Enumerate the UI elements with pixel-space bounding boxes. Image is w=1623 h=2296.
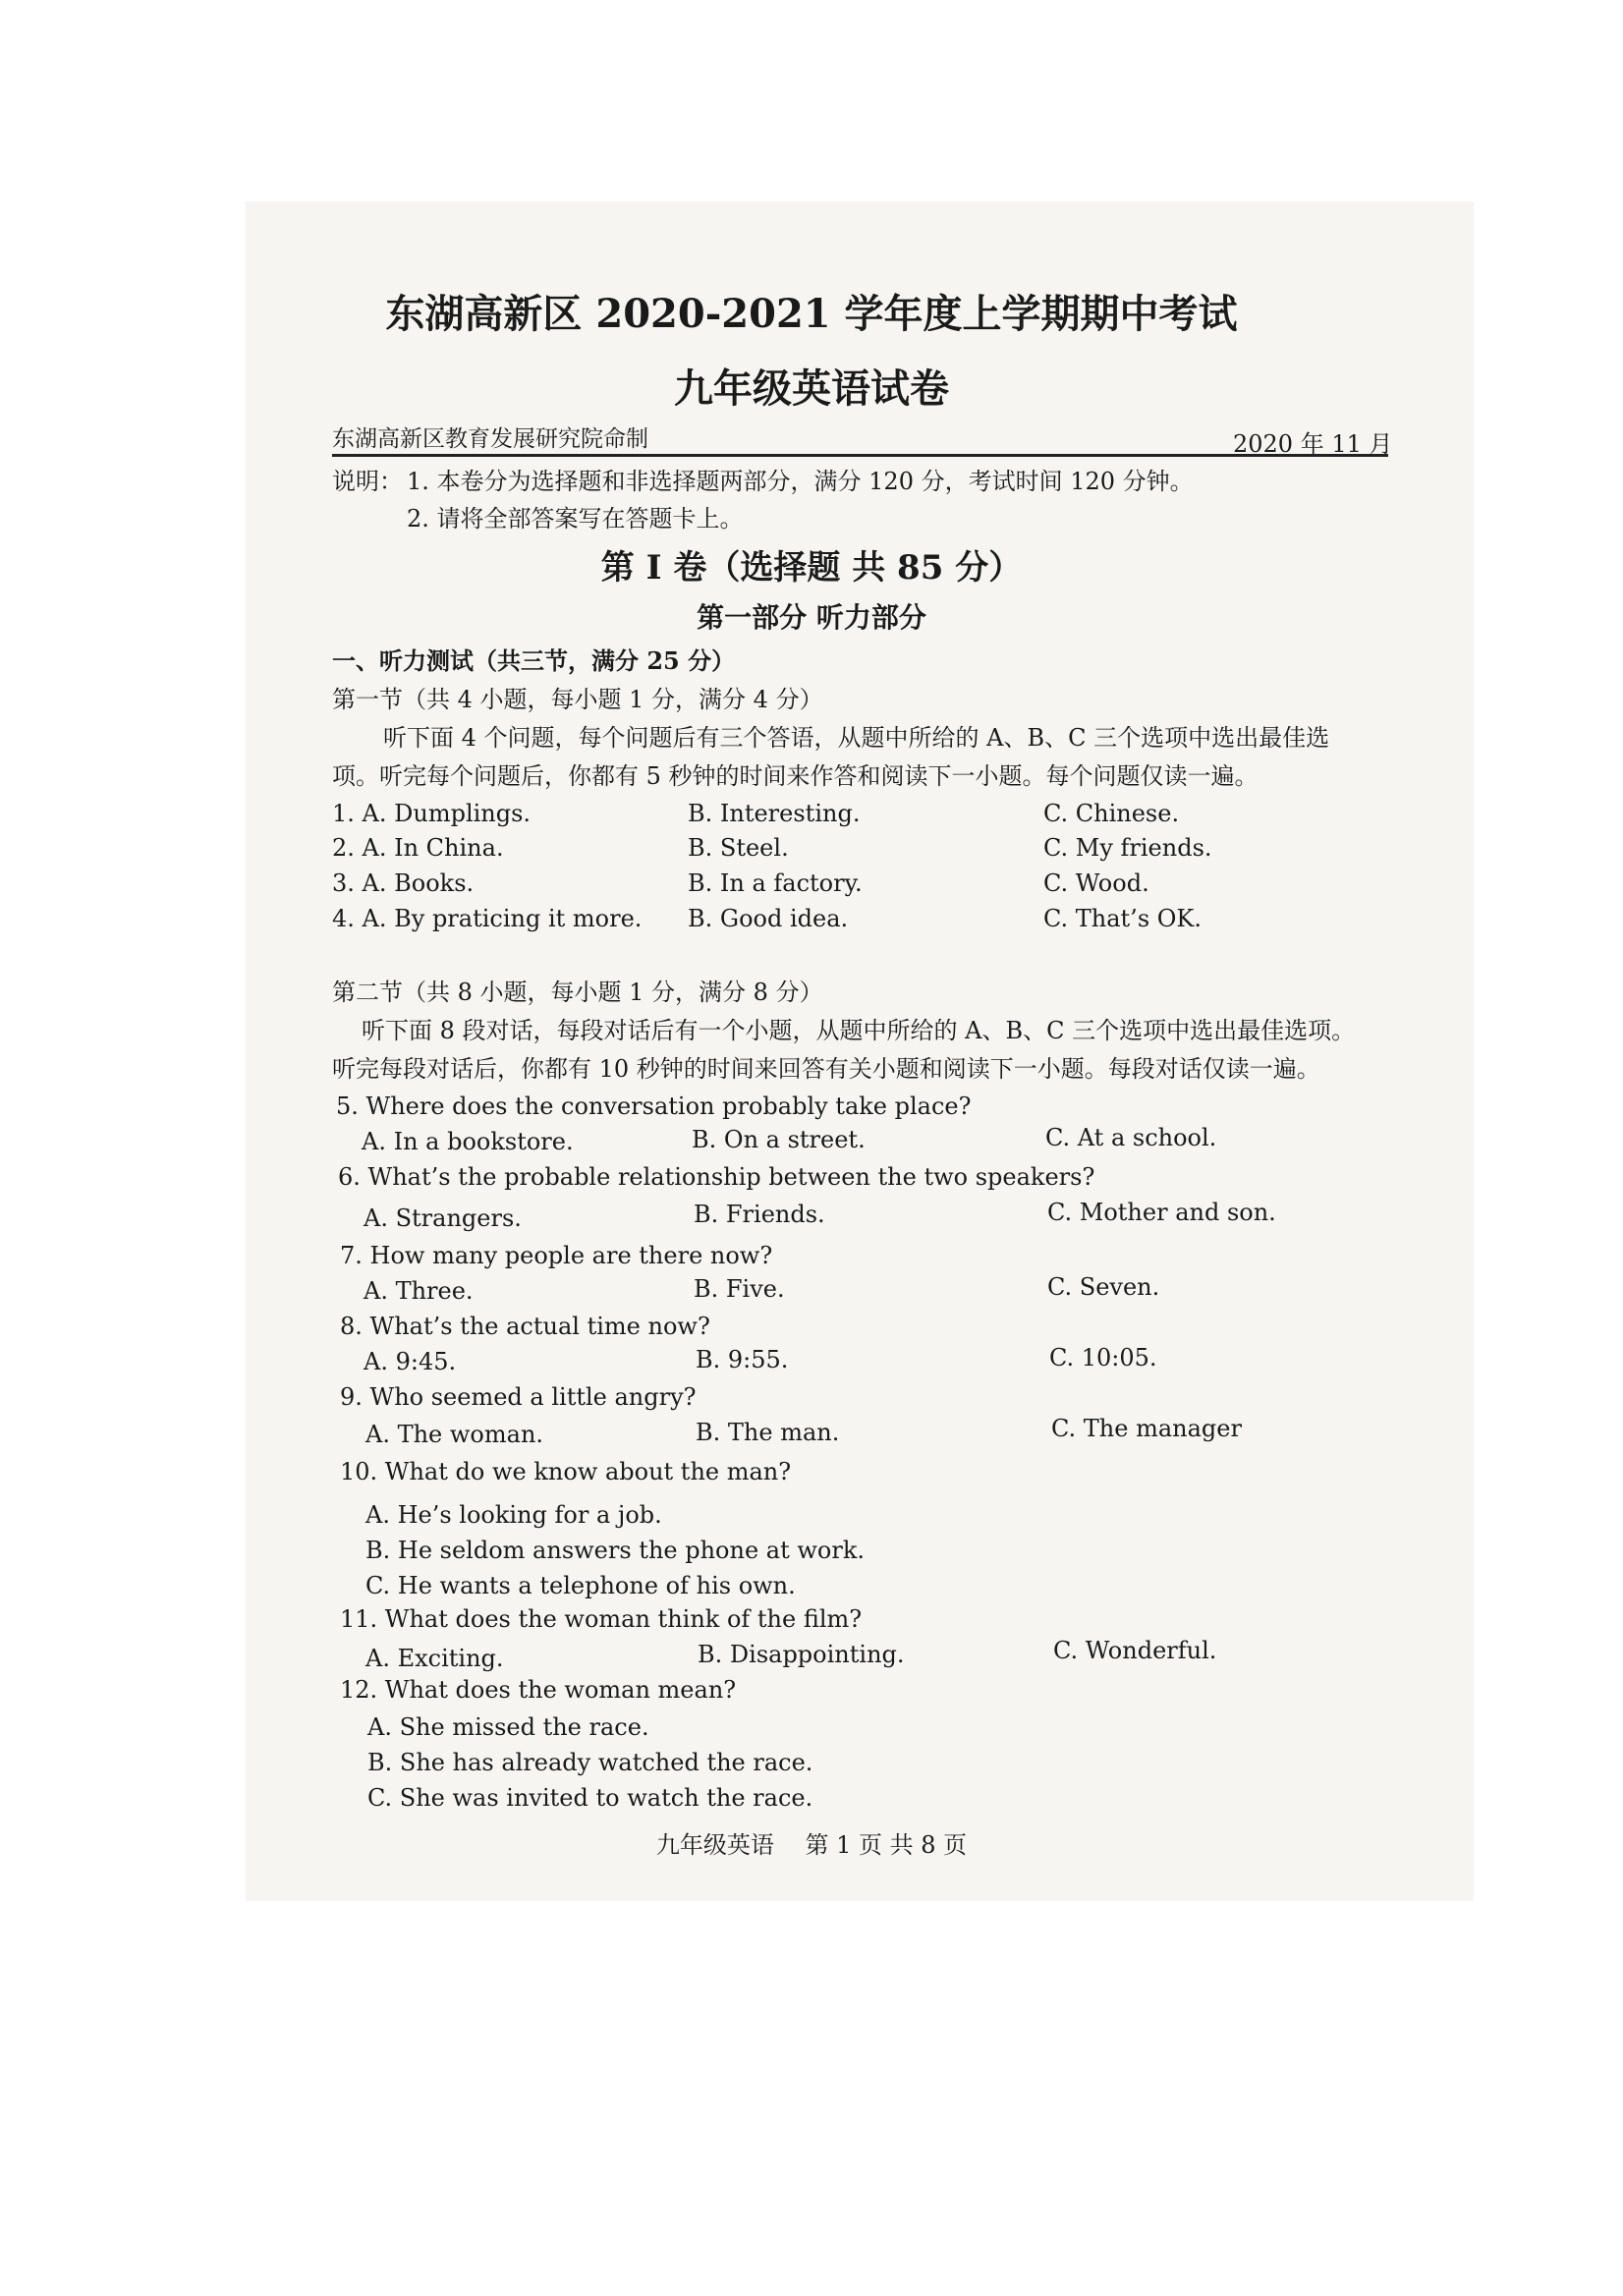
q4-option-c: C. That’s OK. bbox=[1043, 905, 1202, 932]
instructions-label: 说明： bbox=[332, 468, 403, 495]
q5-question: 5. Where does the conversation probably take place? bbox=[336, 1092, 972, 1120]
q11-option-a: A. Exciting. bbox=[365, 1645, 504, 1672]
q9-option-a: A. The woman. bbox=[365, 1421, 544, 1448]
q1-option-c: C. Chinese. bbox=[1043, 800, 1180, 827]
part-title: 第一部分 听力部分 bbox=[697, 601, 926, 634]
q4-option-a: 4. A. By praticing it more. bbox=[332, 905, 643, 932]
q8-option-a: A. 9:45. bbox=[364, 1348, 457, 1375]
volume-title: 第 I 卷（选择题 共 85 分） bbox=[600, 548, 1023, 588]
q10-option-b: B. He seldom answers the phone at work. bbox=[365, 1537, 866, 1564]
q3-option-b: B. In a factory. bbox=[688, 869, 863, 897]
exam-title: 东湖高新区 2020-2021 学年度上学期期中考试 bbox=[385, 291, 1238, 337]
q7-option-c: C. Seven. bbox=[1047, 1273, 1160, 1301]
organization: 东湖高新区教育发展研究院命制 bbox=[332, 426, 648, 452]
q11-option-c: C. Wonderful. bbox=[1053, 1637, 1217, 1664]
q11-question: 11. What does the woman think of the film? bbox=[340, 1605, 863, 1633]
q7-option-a: A. Three. bbox=[364, 1277, 474, 1305]
section2-heading: 第二节（共 8 小题，每小题 1 分，满分 8 分） bbox=[332, 979, 823, 1006]
q6-option-c: C. Mother and son. bbox=[1047, 1199, 1276, 1226]
instruction-1: 1. 本卷分为选择题和非选择题两部分，满分 120 分，考试时间 120 分钟。 bbox=[407, 468, 1194, 495]
q12-option-a: A. She missed the race. bbox=[367, 1713, 649, 1741]
q5-option-b: B. On a street. bbox=[692, 1126, 866, 1153]
q9-option-c: C. The manager bbox=[1051, 1415, 1242, 1442]
section1-intro-line2: 项。听完每个问题后，你都有 5 秒钟的时间来作答和阅读下一小题。每个问题仅读一遍。 bbox=[332, 762, 1259, 790]
exam-date: 2020 年 11 月 bbox=[1233, 430, 1393, 458]
q1-option-a: 1. A. Dumplings. bbox=[332, 800, 532, 827]
q9-option-b: B. The man. bbox=[696, 1419, 840, 1446]
exam-subtitle: 九年级英语试卷 bbox=[674, 365, 949, 412]
q10-option-c: C. He wants a telephone of his own. bbox=[365, 1572, 796, 1599]
section2-intro-line1: 听下面 8 段对话，每段对话后有一个小题，从题中所给的 A、B、C 三个选项中选出最佳选项。 bbox=[362, 1017, 1356, 1044]
section1-intro-line1: 听下面 4 个问题，每个问题后有三个答语，从题中所给的 A、B、C 三个选项中选出最佳选 bbox=[383, 724, 1330, 752]
q9-question: 9. Who seemed a little angry? bbox=[340, 1383, 697, 1411]
q12-option-c: C. She was invited to watch the race. bbox=[367, 1784, 813, 1812]
q2-option-a: 2. A. In China. bbox=[332, 834, 504, 862]
instruction-2: 2. 请将全部答案写在答题卡上。 bbox=[407, 505, 744, 532]
q5-option-c: C. At a school. bbox=[1045, 1124, 1217, 1151]
page-footer: 九年级英语 第 1 页 共 8 页 bbox=[655, 1831, 968, 1859]
q8-option-b: B. 9:55. bbox=[696, 1346, 789, 1373]
q3-option-c: C. Wood. bbox=[1043, 869, 1149, 897]
q2-option-c: C. My friends. bbox=[1043, 834, 1212, 862]
q11-option-b: B. Disappointing. bbox=[698, 1641, 905, 1668]
q8-option-c: C. 10:05. bbox=[1049, 1344, 1157, 1372]
q6-option-b: B. Friends. bbox=[694, 1201, 825, 1228]
q6-option-a: A. Strangers. bbox=[364, 1204, 522, 1232]
q7-question: 7. How many people are there now? bbox=[340, 1242, 773, 1269]
q10-question: 10. What do we know about the man? bbox=[340, 1458, 792, 1485]
q3-option-a: 3. A. Books. bbox=[332, 869, 475, 897]
section2-intro-line2: 听完每段对话后，你都有 10 秒钟的时间来回答有关小题和阅读下一小题。每段对话仅读一遍。 bbox=[332, 1055, 1320, 1083]
header-divider bbox=[332, 454, 1388, 457]
q8-question: 8. What’s the actual time now? bbox=[340, 1313, 710, 1340]
q12-option-b: B. She has already watched the race. bbox=[367, 1749, 813, 1776]
listening-heading: 一、听力测试（共三节，满分 25 分） bbox=[332, 646, 736, 675]
q6-question: 6. What’s the probable relationship between the two speakers? bbox=[338, 1163, 1095, 1191]
q7-option-b: B. Five. bbox=[694, 1275, 785, 1303]
q4-option-b: B. Good idea. bbox=[688, 905, 849, 932]
q10-option-a: A. He’s looking for a job. bbox=[365, 1501, 662, 1529]
q12-question: 12. What does the woman mean? bbox=[340, 1676, 737, 1704]
section1-heading: 第一节（共 4 小题，每小题 1 分，满分 4 分） bbox=[332, 686, 823, 713]
q1-option-b: B. Interesting. bbox=[688, 800, 861, 827]
q2-option-b: B. Steel. bbox=[688, 834, 789, 862]
q5-option-a: A. In a bookstore. bbox=[362, 1128, 574, 1155]
